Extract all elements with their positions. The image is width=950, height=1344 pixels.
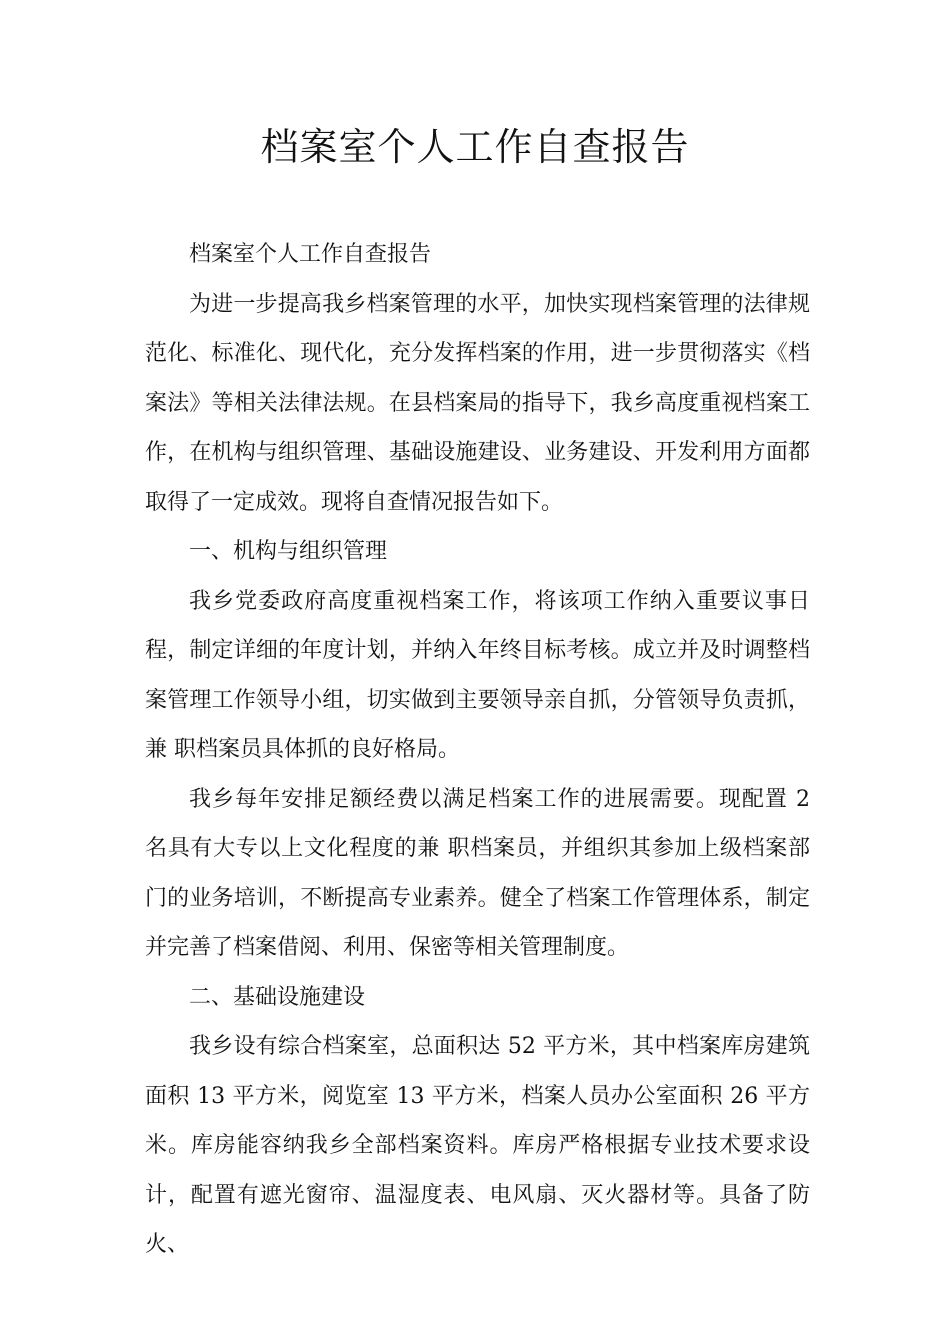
paragraph-intro: 为进一步提高我乡档案管理的水平，加快实现档案管理的法律规范化、标准化、现代化，充分发挥档案的作用，进一步贯彻落实《档案法》等相关法律法规。在县档案局的指导下，我乡高度重视档案工作，在机构与组织管理、基础设施建设、业务建设、开发利用方面都取得了一定成效。现将自查情况报告如下。 bbox=[145, 291, 810, 515]
paragraph-infrastructure-1: 我乡设有综合档案室，总面积达 52 平方米，其中档案库房建筑面积 13 平方米，阅览室 13 平方米，档案人员办公室面积 26 平方米。库房能容纳我乡全部档案资料。库房严格根据专业技术要求设计，配置有遮光窗帘、温湿度表、电风扇、灭火器材等。具备了防火、 bbox=[145, 1034, 810, 1257]
document-body bbox=[145, 230, 810, 1270]
section-heading-infrastructure: 二、基础设施建设 bbox=[189, 984, 366, 1010]
paragraph-organization-1: 我乡党委政府高度重视档案工作，将该项工作纳入重要议事日程，制定详细的年度计划，并纳入年终目标考核。成立并及时调整档案管理工作领导小组，切实做到主要领导亲自抓，分管领导负责抓，兼 职档案员具体抓的良好格局。 bbox=[145, 588, 810, 762]
section-heading-organization: 一、机构与组织管理 bbox=[189, 539, 388, 564]
page-title: 档案室个人工作自查报告 bbox=[260, 125, 690, 169]
paragraph-organization-2: 我乡每年安排足额经费以满足档案工作的进展需要。现配置 2 名具有大专以上文化程度的兼 职档案员，并组织其参加上级档案部门的业务培训，不断提高专业素养。健全了档案工作管理体系，制定并完善了档案借阅、利用、保密等相关管理制度。 bbox=[145, 786, 810, 960]
paragraph-subtitle: 档案室个人工作自查报告 bbox=[189, 242, 432, 267]
